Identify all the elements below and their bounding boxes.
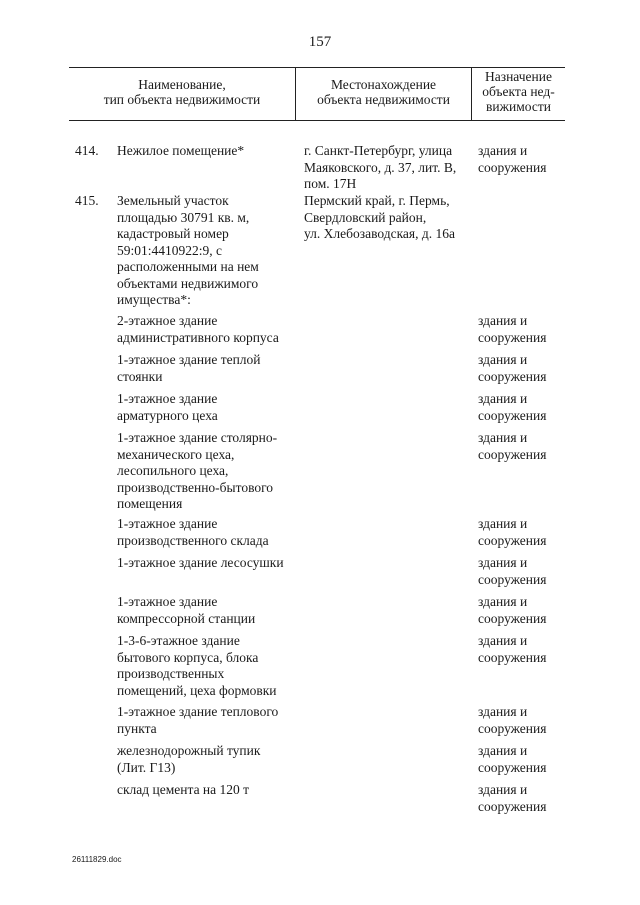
table-header bbox=[69, 67, 565, 121]
object-name-line: 1-этажное здание bbox=[117, 391, 218, 406]
object-name-line: объектами недвижимого bbox=[117, 275, 259, 291]
row-number: 414. bbox=[75, 143, 99, 158]
object-purpose-line: сооружения bbox=[478, 329, 547, 345]
object-purpose-line: сооружения bbox=[478, 368, 547, 384]
object-purpose-line: здания и bbox=[478, 430, 528, 445]
object-purpose-line: здания и bbox=[478, 555, 528, 570]
object-purpose-line: здания и bbox=[478, 391, 528, 406]
object-name-line: арматурного цеха bbox=[117, 407, 218, 423]
header-name-line-2: тип объекта недвижимости bbox=[103, 92, 261, 107]
object-purpose-line: здания и bbox=[478, 143, 528, 158]
object-name-line: 1-этажное здание лесосушки bbox=[117, 555, 284, 570]
object-location-line: Пермский край, г. Пермь, bbox=[304, 193, 450, 208]
object-name-line: механического цеха, bbox=[117, 446, 235, 462]
object-name-line: 2-этажное здание bbox=[117, 313, 218, 328]
object-name-line: 1-этажное здание теплового bbox=[117, 704, 279, 719]
object-name-line: (Лит. Г13) bbox=[117, 759, 176, 775]
object-name-line: склад цемента на 120 т bbox=[117, 782, 250, 797]
object-purpose-line: сооружения bbox=[478, 532, 547, 548]
object-purpose-line: здания и bbox=[478, 594, 528, 609]
object-purpose-line: сооружения bbox=[478, 446, 547, 462]
object-purpose-line: сооружения bbox=[478, 571, 547, 587]
object-purpose-line: здания и bbox=[478, 516, 528, 531]
object-name-line: кадастровый номер bbox=[117, 226, 229, 241]
object-purpose-line: сооружения bbox=[478, 649, 547, 665]
object-location-line: г. Санкт-Петербург, улица bbox=[304, 143, 453, 158]
object-name-line: имущества*: bbox=[117, 292, 191, 307]
object-name-line: расположенными на нем bbox=[117, 259, 259, 274]
object-name-line: стоянки bbox=[117, 368, 163, 384]
object-purpose-line: сооружения bbox=[478, 798, 547, 814]
object-name-line: Нежилое помещение* bbox=[117, 143, 245, 158]
row-number: 415. bbox=[75, 193, 99, 208]
object-purpose-line: сооружения bbox=[478, 407, 547, 423]
object-name-line: помещений, цеха формовки bbox=[117, 682, 277, 698]
object-name-line: лесопильного цеха, bbox=[117, 463, 229, 478]
header-name-column bbox=[69, 77, 295, 107]
object-purpose-line: здания и bbox=[478, 352, 528, 367]
object-name-line: производственных bbox=[117, 666, 225, 681]
object-location-line: ул. Хлебозаводская, д. 16а bbox=[304, 226, 455, 241]
object-purpose-line: здания и bbox=[478, 782, 528, 797]
object-name-line: помещения bbox=[117, 496, 183, 511]
object-name-line: 1-этажное здание bbox=[117, 516, 218, 531]
object-name-line: компрессорной станции bbox=[117, 610, 256, 626]
header-name-line-1: Наименование, bbox=[138, 77, 226, 92]
object-name-line: 1-этажное здание bbox=[117, 594, 218, 609]
object-name-line: административного корпуса bbox=[117, 329, 279, 345]
page-number: 157 bbox=[308, 34, 332, 50]
object-purpose-line: здания и bbox=[478, 313, 528, 328]
object-location-line: Свердловский район, bbox=[304, 209, 427, 225]
object-name-line: 1-этажное здание столярно- bbox=[117, 430, 278, 445]
header-purpose-column bbox=[472, 69, 565, 114]
object-name-line: железнодорожный тупик bbox=[117, 743, 261, 758]
object-purpose-line: сооружения bbox=[478, 720, 547, 736]
header-purpose-line-2: объекта нед- bbox=[482, 84, 555, 99]
object-name-line: 1-3-6-этажное здание bbox=[117, 633, 240, 648]
object-name-line: Земельный участок bbox=[117, 193, 229, 208]
object-name-line: пункта bbox=[117, 720, 157, 736]
object-name-line: 1-этажное здание теплой bbox=[117, 352, 261, 367]
object-name-line: производственного склада bbox=[117, 532, 269, 548]
object-purpose-line: сооружения bbox=[478, 759, 547, 775]
header-location-line-1: Местонахождение bbox=[330, 77, 437, 92]
footer-filename: 26111829.doc bbox=[72, 855, 122, 864]
object-purpose-line: здания и bbox=[478, 743, 528, 758]
object-purpose-line: здания и bbox=[478, 704, 528, 719]
object-purpose-line: здания и bbox=[478, 633, 528, 648]
object-location-line: пом. 17Н bbox=[304, 176, 357, 191]
object-purpose-line: сооружения bbox=[478, 610, 547, 626]
object-name-line: бытового корпуса, блока bbox=[117, 649, 259, 665]
header-location-line-2: объекта недвижимости bbox=[317, 92, 450, 107]
object-location-line: Маяковского, д. 37, лит. В, bbox=[304, 159, 457, 175]
header-purpose-line-3: вижимости bbox=[486, 99, 551, 114]
header-location-column bbox=[296, 77, 471, 107]
object-name-line: площадью 30791 кв. м, bbox=[117, 209, 250, 225]
object-purpose-line: сооружения bbox=[478, 159, 547, 175]
header-purpose-line-1: Назначение bbox=[485, 69, 552, 84]
object-name-line: 59:01:4410922:9, с bbox=[117, 242, 222, 258]
object-name-line: производственно-бытового bbox=[117, 479, 274, 495]
